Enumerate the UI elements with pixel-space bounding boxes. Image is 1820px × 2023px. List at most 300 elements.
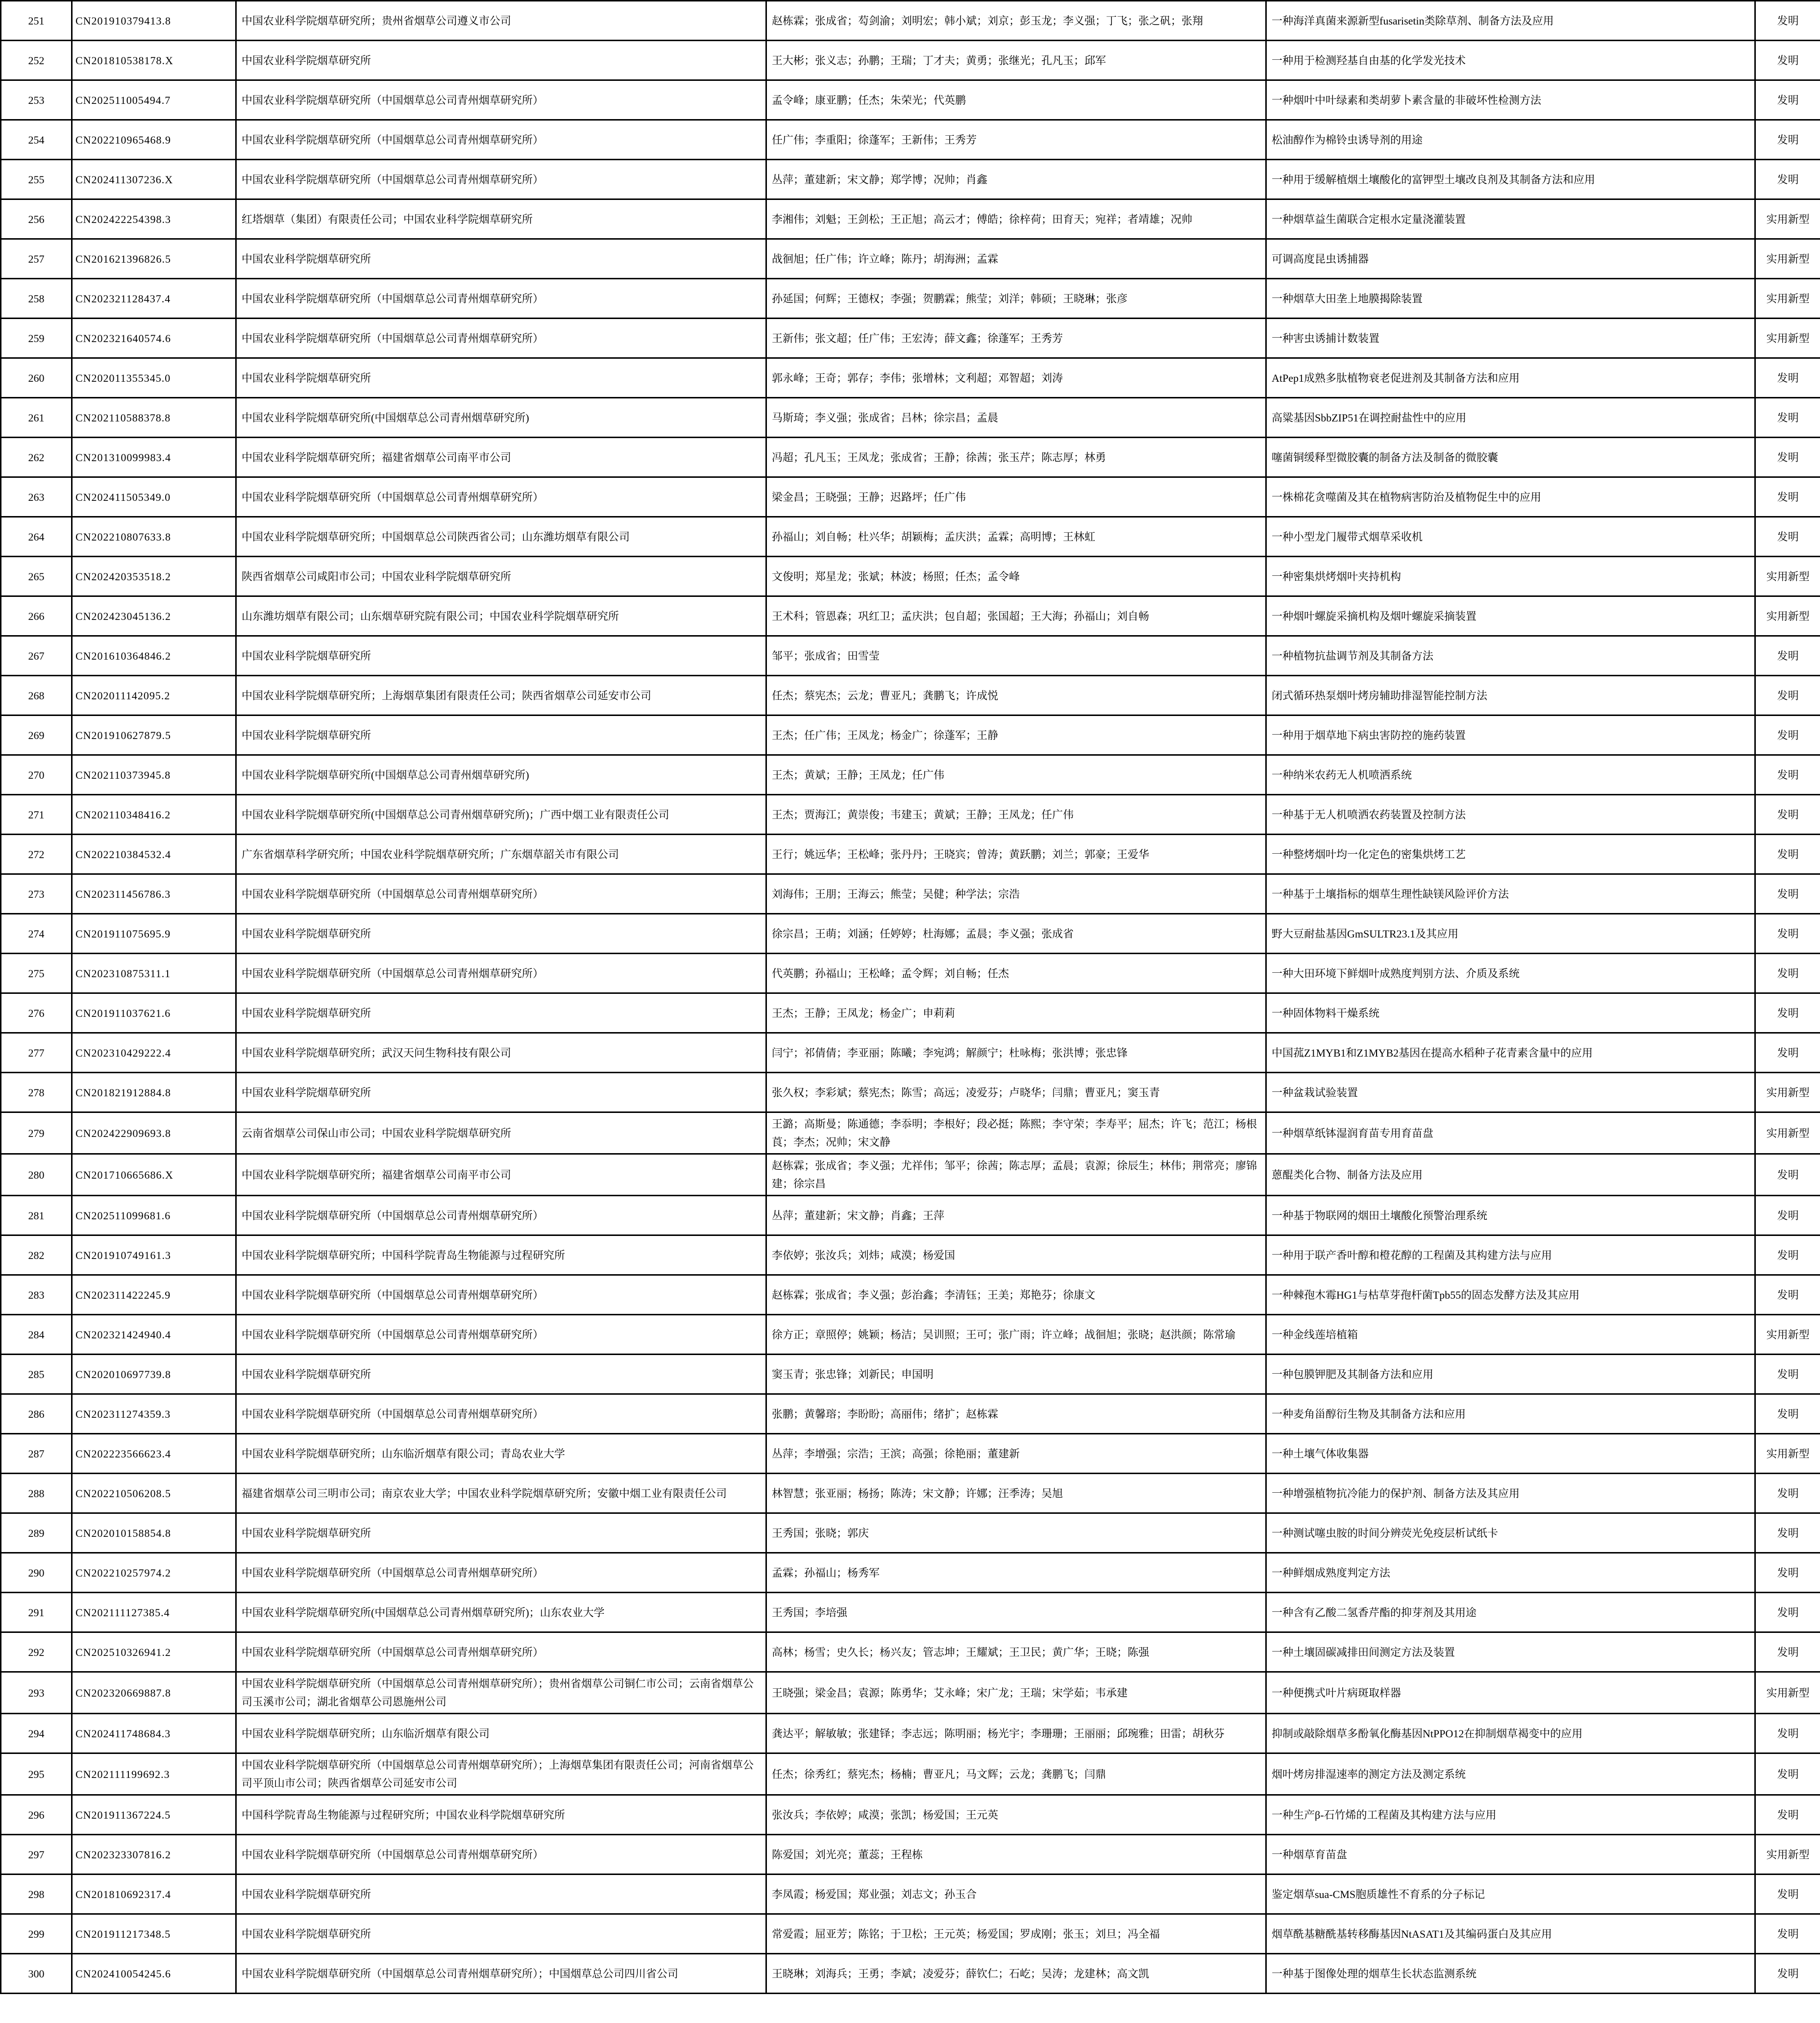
patent-number-cell: CN202310875311.1 bbox=[72, 954, 236, 993]
patent-type-cell: 发明 bbox=[1755, 1154, 1820, 1196]
row-number-cell: 255 bbox=[1, 160, 72, 199]
table-row bbox=[1, 1835, 1820, 1875]
patent-number-cell: CN202210506208.5 bbox=[72, 1474, 236, 1513]
patent-number-cell: CN202311456786.3 bbox=[72, 874, 236, 914]
inventors-cell: 任广伟；李重阳；徐蓬军；王新伟；王秀芳 bbox=[766, 120, 1266, 160]
patent-number-cell: CN202411748684.3 bbox=[72, 1714, 236, 1753]
patent-type-cell: 发明 bbox=[1755, 1513, 1820, 1553]
applicant-cell: 中国农业科学院烟草研究所 bbox=[236, 1875, 766, 1914]
applicant-cell: 中国农业科学院烟草研究所（中国烟草总公司青州烟草研究所）；贵州省烟草公司铜仁市公司；云南省烟草公司玉溪市公司；湖北省烟草公司恩施州公司 bbox=[236, 1672, 766, 1714]
patent-title-cell: 噻菌铜缓释型微胶囊的制备方法及制备的微胶囊 bbox=[1266, 438, 1755, 477]
patent-number-cell: CN202420353518.2 bbox=[72, 557, 236, 596]
patent-title-cell: 一种用于烟草地下病虫害防控的施药装置 bbox=[1266, 715, 1755, 755]
inventors-cell: 李湘伟；刘魁；王剑松；王正旭；高云才；傅皓；徐梓荷；田育天；宛祥；者靖雄；况帅 bbox=[766, 199, 1266, 239]
patent-number-cell: CN201810538178.X bbox=[72, 41, 236, 80]
applicant-cell: 中国农业科学院烟草研究所（中国烟草总公司青州烟草研究所） bbox=[236, 1315, 766, 1355]
row-number-cell: 265 bbox=[1, 557, 72, 596]
table-row bbox=[1, 1434, 1820, 1474]
patent-title-cell: 一种植物抗盐调节剂及其制备方法 bbox=[1266, 636, 1755, 676]
applicant-cell: 中国农业科学院烟草研究所；上海烟草集团有限责任公司；陕西省烟草公司延安市公司 bbox=[236, 676, 766, 715]
patent-title-cell: 一种生产β-石竹烯的工程菌及其构建方法与应用 bbox=[1266, 1795, 1755, 1835]
table-row bbox=[1, 477, 1820, 517]
applicant-cell: 中国农业科学院烟草研究所(中国烟草总公司青州烟草研究所) bbox=[236, 398, 766, 438]
inventors-cell: 丛萍；董建新；宋文静；郑学博；况帅；肖鑫 bbox=[766, 160, 1266, 199]
table-row bbox=[1, 1, 1820, 41]
patent-title-cell: 一种棘孢木霉HG1与枯草芽孢杆菌Tpb55的固态发酵方法及其应用 bbox=[1266, 1275, 1755, 1315]
patent-title-cell: 一种土壤气体收集器 bbox=[1266, 1434, 1755, 1474]
applicant-cell: 中国农业科学院烟草研究所 bbox=[236, 914, 766, 954]
patent-number-cell: CN201911367224.5 bbox=[72, 1795, 236, 1835]
patent-title-cell: 一种用于联产香叶醇和橙花醇的工程菌及其构建方法与应用 bbox=[1266, 1235, 1755, 1275]
patent-number-cell: CN202511099681.6 bbox=[72, 1196, 236, 1235]
patent-number-cell: CN201710665686.X bbox=[72, 1154, 236, 1196]
patent-title-cell: 一种烟草益生菌联合定根水定量浇灌装置 bbox=[1266, 199, 1755, 239]
patent-title-cell: 一种基于无人机喷洒农药装置及控制方法 bbox=[1266, 795, 1755, 835]
patent-title-cell: 蒽醌类化合物、制备方法及应用 bbox=[1266, 1154, 1755, 1196]
patent-type-cell: 发明 bbox=[1755, 398, 1820, 438]
applicant-cell: 山东潍坊烟草有限公司；山东烟草研究院有限公司；中国农业科学院烟草研究所 bbox=[236, 596, 766, 636]
inventors-cell: 王秀国；张晓；郭庆 bbox=[766, 1513, 1266, 1553]
patent-type-cell: 发明 bbox=[1755, 1954, 1820, 1994]
applicant-cell: 中国农业科学院烟草研究所（中国烟草总公司青州烟草研究所） bbox=[236, 279, 766, 319]
patent-title-cell: 一株棉花贪噬菌及其在植物病害防治及植物促生中的应用 bbox=[1266, 477, 1755, 517]
applicant-cell: 中国农业科学院烟草研究所（中国烟草总公司青州烟草研究所） bbox=[236, 80, 766, 120]
applicant-cell: 红塔烟草（集团）有限责任公司；中国农业科学院烟草研究所 bbox=[236, 199, 766, 239]
row-number-cell: 281 bbox=[1, 1196, 72, 1235]
inventors-cell: 赵栋霖；张成省；芶剑渝；刘明宏；韩小斌；刘京；彭玉龙；李义强；丁飞；张之矾；张翔 bbox=[766, 1, 1266, 41]
applicant-cell: 中国农业科学院烟草研究所；山东临沂烟草有限公司 bbox=[236, 1714, 766, 1753]
patent-number-cell: CN202223566623.4 bbox=[72, 1434, 236, 1474]
patent-type-cell: 发明 bbox=[1755, 1632, 1820, 1672]
table-row bbox=[1, 1795, 1820, 1835]
patent-title-cell: 一种土壤固碳减排田间测定方法及装置 bbox=[1266, 1632, 1755, 1672]
inventors-cell: 高林；杨雪；史久长；杨兴友；管志坤；王耀斌；王卫民；黄广华；王晓；陈强 bbox=[766, 1632, 1266, 1672]
applicant-cell: 中国农业科学院烟草研究所（中国烟草总公司青州烟草研究所）；中国烟草总公司四川省公司 bbox=[236, 1954, 766, 1994]
patent-number-cell: CN202110348416.2 bbox=[72, 795, 236, 835]
applicant-cell: 中国农业科学院烟草研究所(中国烟草总公司青州烟草研究所) bbox=[236, 755, 766, 795]
patent-title-cell: 一种整烤烟叶均一化定色的密集烘烤工艺 bbox=[1266, 835, 1755, 874]
inventors-cell: 孙福山；刘自畅；杜兴华；胡颖梅；孟庆洪；孟霖；高明博；王林虹 bbox=[766, 517, 1266, 557]
patent-title-cell: 一种海洋真菌来源新型fusarisetin类除草剂、制备方法及应用 bbox=[1266, 1, 1755, 41]
table-row bbox=[1, 1714, 1820, 1753]
applicant-cell: 中国农业科学院烟草研究所（中国烟草总公司青州烟草研究所） bbox=[236, 1275, 766, 1315]
table-row bbox=[1, 596, 1820, 636]
table-row bbox=[1, 993, 1820, 1033]
patent-type-cell: 发明 bbox=[1755, 676, 1820, 715]
patent-type-cell: 实用新型 bbox=[1755, 1315, 1820, 1355]
patent-type-cell: 发明 bbox=[1755, 1875, 1820, 1914]
patent-type-cell: 实用新型 bbox=[1755, 1112, 1820, 1154]
inventors-cell: 王晓琳；刘海兵；王勇；李斌；凌爱芬；薛钦仁；石屹；吴涛；龙建林；高文凯 bbox=[766, 1954, 1266, 1994]
patent-type-cell: 发明 bbox=[1755, 41, 1820, 80]
table-row bbox=[1, 914, 1820, 954]
inventors-cell: 任杰；徐秀红；蔡宪杰；杨楠；曹亚凡；马文辉；云龙；龚鹏飞；闫鼎 bbox=[766, 1753, 1266, 1795]
patent-title-cell: 烟草酰基糖酰基转移酶基因NtASAT1及其编码蛋白及其应用 bbox=[1266, 1914, 1755, 1954]
applicant-cell: 中国农业科学院烟草研究所（中国烟草总公司青州烟草研究所）；上海烟草集团有限责任公司；河南省烟草公司平顶山市公司；陕西省烟草公司延安市公司 bbox=[236, 1753, 766, 1795]
patent-title-cell: 高粱基因SbbZIP51在调控耐盐性中的应用 bbox=[1266, 398, 1755, 438]
applicant-cell: 中国农业科学院烟草研究所；贵州省烟草公司遵义市公司 bbox=[236, 1, 766, 41]
patent-type-cell: 发明 bbox=[1755, 636, 1820, 676]
patent-number-cell: CN201911217348.5 bbox=[72, 1914, 236, 1954]
inventors-cell: 王行；姚远华；王松峰；张丹丹；王晓宾；曾涛；黄跃鹏；刘兰；郭豪；王爱华 bbox=[766, 835, 1266, 874]
inventors-cell: 李依婷；张汝兵；刘炜；咸漠；杨爱国 bbox=[766, 1235, 1266, 1275]
patent-number-cell: CN201911075695.9 bbox=[72, 914, 236, 954]
patent-number-cell: CN202210965468.9 bbox=[72, 120, 236, 160]
patent-number-cell: CN202311422245.9 bbox=[72, 1275, 236, 1315]
patent-title-cell: 鉴定烟草sua-CMS胞质雄性不育系的分子标记 bbox=[1266, 1875, 1755, 1914]
inventors-cell: 王新伟；张文超；任广伟；王宏涛；薛文鑫；徐蓬军；王秀芳 bbox=[766, 319, 1266, 358]
applicant-cell: 中国农业科学院烟草研究所（中国烟草总公司青州烟草研究所） bbox=[236, 477, 766, 517]
inventors-cell: 任杰；蔡宪杰；云龙；曹亚凡；龚鹏飞；许成悦 bbox=[766, 676, 1266, 715]
patent-type-cell: 发明 bbox=[1755, 1196, 1820, 1235]
patent-title-cell: 一种基于土壤指标的烟草生理性缺镁风险评价方法 bbox=[1266, 874, 1755, 914]
row-number-cell: 291 bbox=[1, 1593, 72, 1632]
row-number-cell: 252 bbox=[1, 41, 72, 80]
row-number-cell: 284 bbox=[1, 1315, 72, 1355]
table-row bbox=[1, 160, 1820, 199]
applicant-cell: 中国农业科学院烟草研究所 bbox=[236, 1355, 766, 1394]
row-number-cell: 296 bbox=[1, 1795, 72, 1835]
row-number-cell: 285 bbox=[1, 1355, 72, 1394]
patent-type-cell: 发明 bbox=[1755, 358, 1820, 398]
table-row bbox=[1, 199, 1820, 239]
patent-number-cell: CN202011142095.2 bbox=[72, 676, 236, 715]
patent-title-cell: 一种密集烘烤烟叶夹持机构 bbox=[1266, 557, 1755, 596]
row-number-cell: 288 bbox=[1, 1474, 72, 1513]
row-number-cell: 257 bbox=[1, 239, 72, 279]
patent-type-cell: 发明 bbox=[1755, 438, 1820, 477]
patent-number-cell: CN202422909693.8 bbox=[72, 1112, 236, 1154]
inventors-cell: 孟令峰；康亚鹏；任杰；朱荣光；代英鹏 bbox=[766, 80, 1266, 120]
patent-type-cell: 发明 bbox=[1755, 1033, 1820, 1073]
row-number-cell: 293 bbox=[1, 1672, 72, 1714]
table-row bbox=[1, 715, 1820, 755]
patent-type-cell: 发明 bbox=[1755, 1795, 1820, 1835]
patent-number-cell: CN202310429222.4 bbox=[72, 1033, 236, 1073]
table-row bbox=[1, 1632, 1820, 1672]
patent-title-cell: 一种烟草育苗盘 bbox=[1266, 1835, 1755, 1875]
patent-number-cell: CN201810692317.4 bbox=[72, 1875, 236, 1914]
patent-title-cell: 一种麦角甾醇衍生物及其制备方法和应用 bbox=[1266, 1394, 1755, 1434]
patent-title-cell: AtPep1成熟多肽植物衰老促进剂及其制备方法和应用 bbox=[1266, 358, 1755, 398]
table-row bbox=[1, 557, 1820, 596]
applicant-cell: 中国农业科学院烟草研究所（中国烟草总公司青州烟草研究所） bbox=[236, 1553, 766, 1593]
row-number-cell: 267 bbox=[1, 636, 72, 676]
patent-title-cell: 一种用于检测羟基自由基的化学发光技术 bbox=[1266, 41, 1755, 80]
row-number-cell: 276 bbox=[1, 993, 72, 1033]
patent-type-cell: 实用新型 bbox=[1755, 1672, 1820, 1714]
patent-type-cell: 发明 bbox=[1755, 1474, 1820, 1513]
inventors-cell: 孟霖；孙福山；杨秀军 bbox=[766, 1553, 1266, 1593]
row-number-cell: 253 bbox=[1, 80, 72, 120]
row-number-cell: 264 bbox=[1, 517, 72, 557]
patent-type-cell: 发明 bbox=[1755, 1, 1820, 41]
table-row bbox=[1, 954, 1820, 993]
row-number-cell: 289 bbox=[1, 1513, 72, 1553]
patent-type-cell: 发明 bbox=[1755, 160, 1820, 199]
patent-title-cell: 一种固体物料干燥系统 bbox=[1266, 993, 1755, 1033]
applicant-cell: 中国农业科学院烟草研究所（中国烟草总公司青州烟草研究所） bbox=[236, 120, 766, 160]
table-row bbox=[1, 835, 1820, 874]
patent-number-cell: CN202210257974.2 bbox=[72, 1553, 236, 1593]
table-row bbox=[1, 1513, 1820, 1553]
applicant-cell: 中国农业科学院烟草研究所 bbox=[236, 41, 766, 80]
applicant-cell: 中国农业科学院烟草研究所（中国烟草总公司青州烟草研究所） bbox=[236, 1632, 766, 1672]
applicant-cell: 中国农业科学院烟草研究所(中国烟草总公司青州烟草研究所)；广西中烟工业有限责任公司 bbox=[236, 795, 766, 835]
patent-title-cell: 烟叶烤房排湿速率的测定方法及测定系统 bbox=[1266, 1753, 1755, 1795]
table-row bbox=[1, 438, 1820, 477]
applicant-cell: 陕西省烟草公司咸阳市公司；中国农业科学院烟草研究所 bbox=[236, 557, 766, 596]
patent-title-cell: 一种小型龙门履带式烟草采收机 bbox=[1266, 517, 1755, 557]
patent-title-cell: 一种含有乙酸二氢香芹酯的抑芽剂及其用途 bbox=[1266, 1593, 1755, 1632]
row-number-cell: 275 bbox=[1, 954, 72, 993]
row-number-cell: 251 bbox=[1, 1, 72, 41]
applicant-cell: 中国农业科学院烟草研究所（中国烟草总公司青州烟草研究所） bbox=[236, 954, 766, 993]
inventors-cell: 王秀国；李培强 bbox=[766, 1593, 1266, 1632]
table-row bbox=[1, 120, 1820, 160]
patent-number-cell: CN202411307236.X bbox=[72, 160, 236, 199]
inventors-cell: 王杰；黄斌；王静；王凤龙；任广伟 bbox=[766, 755, 1266, 795]
patent-title-cell: 抑制或敲除烟草多酚氧化酶基因NtPPO12在抑制烟草褐变中的应用 bbox=[1266, 1714, 1755, 1753]
applicant-cell: 中国农业科学院烟草研究所 bbox=[236, 636, 766, 676]
patent-title-cell: 一种纳米农药无人机喷洒系统 bbox=[1266, 755, 1755, 795]
row-number-cell: 297 bbox=[1, 1835, 72, 1875]
applicant-cell: 中国农业科学院烟草研究所（中国烟草总公司青州烟草研究所） bbox=[236, 1835, 766, 1875]
table-row bbox=[1, 1355, 1820, 1394]
inventors-cell: 王杰；任广伟；王凤龙；杨金广；徐蓬军；王静 bbox=[766, 715, 1266, 755]
row-number-cell: 259 bbox=[1, 319, 72, 358]
patent-type-cell: 实用新型 bbox=[1755, 1835, 1820, 1875]
patent-title-cell: 一种鲜烟成熟度判定方法 bbox=[1266, 1553, 1755, 1593]
patent-type-cell: 发明 bbox=[1755, 1235, 1820, 1275]
applicant-cell: 广东省烟草科学研究所；中国农业科学院烟草研究所；广东烟草韶关市有限公司 bbox=[236, 835, 766, 874]
patent-number-cell: CN202510326941.2 bbox=[72, 1632, 236, 1672]
patent-type-cell: 实用新型 bbox=[1755, 199, 1820, 239]
inventors-cell: 林智慧；张亚丽；杨扬；陈涛；宋文静；许娜；汪季涛；吴旭 bbox=[766, 1474, 1266, 1513]
table-row bbox=[1, 319, 1820, 358]
inventors-cell: 代英鹏；孙福山；王松峰；孟令辉；刘自畅；任杰 bbox=[766, 954, 1266, 993]
table-row bbox=[1, 1112, 1820, 1154]
patent-number-cell: CN202411505349.0 bbox=[72, 477, 236, 517]
row-number-cell: 290 bbox=[1, 1553, 72, 1593]
table-row bbox=[1, 1593, 1820, 1632]
applicant-cell: 中国农业科学院烟草研究所；福建省烟草公司南平市公司 bbox=[236, 1154, 766, 1196]
table-row bbox=[1, 80, 1820, 120]
patent-number-cell: CN201610364846.2 bbox=[72, 636, 236, 676]
patent-number-cell: CN201821912884.8 bbox=[72, 1073, 236, 1112]
inventors-cell: 王潞；高斯曼；陈通德；李忝明；李根好；段必挺；陈熙；李守荣；李寿平；屈杰；许飞；范江；杨根莨；李杰；况帅；宋文静 bbox=[766, 1112, 1266, 1154]
patent-title-cell: 野大豆耐盐基因GmSULTR23.1及其应用 bbox=[1266, 914, 1755, 954]
patent-type-cell: 发明 bbox=[1755, 1714, 1820, 1753]
applicant-cell: 云南省烟草公司保山市公司；中国农业科学院烟草研究所 bbox=[236, 1112, 766, 1154]
patent-number-cell: CN202321128437.4 bbox=[72, 279, 236, 319]
patent-type-cell: 发明 bbox=[1755, 517, 1820, 557]
row-number-cell: 271 bbox=[1, 795, 72, 835]
row-number-cell: 263 bbox=[1, 477, 72, 517]
inventors-cell: 邹平；张成省；田雪莹 bbox=[766, 636, 1266, 676]
applicant-cell: 中国农业科学院烟草研究所；中国科学院青岛生物能源与过程研究所 bbox=[236, 1235, 766, 1275]
applicant-cell: 中国农业科学院烟草研究所（中国烟草总公司青州烟草研究所） bbox=[236, 319, 766, 358]
patent-number-cell: CN201310099983.4 bbox=[72, 438, 236, 477]
table-row bbox=[1, 1154, 1820, 1196]
patent-type-cell: 发明 bbox=[1755, 715, 1820, 755]
patent-title-cell: 一种测试噻虫胺的时间分辨荧光免疫层析试纸卡 bbox=[1266, 1513, 1755, 1553]
table-row bbox=[1, 1275, 1820, 1315]
inventors-cell: 李凤霞；杨爱国；郑业强；刘志文；孙玉合 bbox=[766, 1875, 1266, 1914]
inventors-cell: 常爱霞；屈亚芳；陈铭；于卫松；王元英；杨爱国；罗成刚；张玉；刘旦；冯全福 bbox=[766, 1914, 1266, 1954]
patent-title-cell: 一种基于图像处理的烟草生长状态监测系统 bbox=[1266, 1954, 1755, 1994]
patent-number-cell: CN201910749161.3 bbox=[72, 1235, 236, 1275]
patent-type-cell: 实用新型 bbox=[1755, 319, 1820, 358]
table-row bbox=[1, 636, 1820, 676]
table-row bbox=[1, 755, 1820, 795]
row-number-cell: 254 bbox=[1, 120, 72, 160]
patent-title-cell: 一种盆栽试验装置 bbox=[1266, 1073, 1755, 1112]
patent-title-cell: 一种增强植物抗冷能力的保护剂、制备方法及其应用 bbox=[1266, 1474, 1755, 1513]
patent-type-cell: 发明 bbox=[1755, 914, 1820, 954]
patent-type-cell: 发明 bbox=[1755, 120, 1820, 160]
patent-number-cell: CN202111199692.3 bbox=[72, 1753, 236, 1795]
applicant-cell: 福建省烟草公司三明市公司；南京农业大学；中国农业科学院烟草研究所；安徽中烟工业有限责任公司 bbox=[236, 1474, 766, 1513]
row-number-cell: 282 bbox=[1, 1235, 72, 1275]
table-row bbox=[1, 1672, 1820, 1714]
row-number-cell: 269 bbox=[1, 715, 72, 755]
row-number-cell: 277 bbox=[1, 1033, 72, 1073]
applicant-cell: 中国农业科学院烟草研究所；武汉天问生物科技有限公司 bbox=[236, 1033, 766, 1073]
patent-number-cell: CN202311274359.3 bbox=[72, 1394, 236, 1434]
row-number-cell: 280 bbox=[1, 1154, 72, 1196]
row-number-cell: 278 bbox=[1, 1073, 72, 1112]
patent-number-cell: CN202511005494.7 bbox=[72, 80, 236, 120]
row-number-cell: 261 bbox=[1, 398, 72, 438]
patent-number-cell: CN202110588378.8 bbox=[72, 398, 236, 438]
table-row bbox=[1, 358, 1820, 398]
patent-number-cell: CN202422254398.3 bbox=[72, 199, 236, 239]
row-number-cell: 286 bbox=[1, 1394, 72, 1434]
patent-number-cell: CN202423045136.2 bbox=[72, 596, 236, 636]
row-number-cell: 262 bbox=[1, 438, 72, 477]
patent-number-cell: CN202210807633.8 bbox=[72, 517, 236, 557]
table-row bbox=[1, 279, 1820, 319]
table-row bbox=[1, 1954, 1820, 1994]
patent-type-cell: 发明 bbox=[1755, 1593, 1820, 1632]
patent-type-cell: 发明 bbox=[1755, 477, 1820, 517]
table-row bbox=[1, 517, 1820, 557]
table-row bbox=[1, 398, 1820, 438]
applicant-cell: 中国农业科学院烟草研究所 bbox=[236, 239, 766, 279]
patent-number-cell: CN201910627879.5 bbox=[72, 715, 236, 755]
patent-title-cell: 闭式循环热泵烟叶烤房辅助排湿智能控制方法 bbox=[1266, 676, 1755, 715]
inventors-cell: 陈爱国；刘光亮；董蕊；王程栋 bbox=[766, 1835, 1266, 1875]
inventors-cell: 马斯琦；李义强；张成省；吕林；徐宗昌；孟晨 bbox=[766, 398, 1266, 438]
inventors-cell: 闫宁；祁倩倩；李亚丽；陈曦；李宛鸿；解颜宁；杜咏梅；张洪博；张忠锋 bbox=[766, 1033, 1266, 1073]
row-number-cell: 260 bbox=[1, 358, 72, 398]
patent-title-cell: 一种烟叶中叶绿素和类胡萝卜素含量的非破坏性检测方法 bbox=[1266, 80, 1755, 120]
inventors-cell: 王杰；王静；王凤龙；杨金广；申莉莉 bbox=[766, 993, 1266, 1033]
row-number-cell: 295 bbox=[1, 1753, 72, 1795]
row-number-cell: 283 bbox=[1, 1275, 72, 1315]
patent-number-cell: CN202321640574.6 bbox=[72, 319, 236, 358]
inventors-cell: 刘海伟；王朋；王海云；熊莹；吴健；种学法；宗浩 bbox=[766, 874, 1266, 914]
patent-table-body bbox=[1, 1, 1820, 1994]
table-row bbox=[1, 1235, 1820, 1275]
inventors-cell: 王杰；贾海江；黄崇俊；韦建玉；黄斌；王静；王凤龙；任广伟 bbox=[766, 795, 1266, 835]
patent-number-cell: CN202011355345.0 bbox=[72, 358, 236, 398]
patent-number-cell: CN202010697739.8 bbox=[72, 1355, 236, 1394]
inventors-cell: 窦玉青；张忠锋；刘新民；申国明 bbox=[766, 1355, 1266, 1394]
inventors-cell: 徐宗昌；王萌；刘涵；任婷婷；杜海娜；孟晨；李义强；张成省 bbox=[766, 914, 1266, 954]
patent-type-cell: 发明 bbox=[1755, 755, 1820, 795]
applicant-cell: 中国农业科学院烟草研究所 bbox=[236, 715, 766, 755]
row-number-cell: 266 bbox=[1, 596, 72, 636]
patent-number-cell: CN201621396826.5 bbox=[72, 239, 236, 279]
table-row bbox=[1, 1553, 1820, 1593]
table-row bbox=[1, 1753, 1820, 1795]
patent-number-cell: CN202110373945.8 bbox=[72, 755, 236, 795]
inventors-cell: 龚达平；解敏敏；张建铎；李志远；陈明丽；杨光宇；李珊珊；王丽丽；邱琬雅；田雷；胡秋芬 bbox=[766, 1714, 1266, 1753]
table-row bbox=[1, 676, 1820, 715]
row-number-cell: 299 bbox=[1, 1914, 72, 1954]
inventors-cell: 丛萍；董建新；宋文静；肖鑫；王萍 bbox=[766, 1196, 1266, 1235]
patent-type-cell: 发明 bbox=[1755, 80, 1820, 120]
inventors-cell: 王晓强；梁金昌；袁源；陈勇华；艾永峰；宋广龙；王瑞；宋学茹；韦承建 bbox=[766, 1672, 1266, 1714]
inventors-cell: 徐方正；章照停；姚颖；杨洁；吴训照；王可；张广雨；许立峰；战徊旭；张晓；赵洪颜；陈常瑜 bbox=[766, 1315, 1266, 1355]
patent-type-cell: 实用新型 bbox=[1755, 557, 1820, 596]
table-row bbox=[1, 795, 1820, 835]
patent-type-cell: 发明 bbox=[1755, 954, 1820, 993]
patent-number-cell: CN202323307816.2 bbox=[72, 1835, 236, 1875]
patent-title-cell: 一种大田环境下鲜烟叶成熟度判别方法、介质及系统 bbox=[1266, 954, 1755, 993]
table-row bbox=[1, 1394, 1820, 1434]
patent-title-cell: 一种烟草大田垄上地膜揭除装置 bbox=[1266, 279, 1755, 319]
row-number-cell: 273 bbox=[1, 874, 72, 914]
row-number-cell: 279 bbox=[1, 1112, 72, 1154]
row-number-cell: 294 bbox=[1, 1714, 72, 1753]
table-row bbox=[1, 1073, 1820, 1112]
patent-type-cell: 发明 bbox=[1755, 1914, 1820, 1954]
inventors-cell: 战徊旭；任广伟；许立峰；陈丹；胡海洲；孟霖 bbox=[766, 239, 1266, 279]
patent-type-cell: 发明 bbox=[1755, 1753, 1820, 1795]
row-number-cell: 274 bbox=[1, 914, 72, 954]
patent-title-cell: 可调高度昆虫诱捕器 bbox=[1266, 239, 1755, 279]
patent-number-cell: CN202210384532.4 bbox=[72, 835, 236, 874]
table-row bbox=[1, 1474, 1820, 1513]
applicant-cell: 中国农业科学院烟草研究所；福建省烟草公司南平市公司 bbox=[236, 438, 766, 477]
applicant-cell: 中国农业科学院烟草研究所；中国烟草总公司陕西省公司；山东潍坊烟草有限公司 bbox=[236, 517, 766, 557]
applicant-cell: 中国农业科学院烟草研究所（中国烟草总公司青州烟草研究所） bbox=[236, 160, 766, 199]
inventors-cell: 郭永峰；王奇；郭存；李伟；张增林；文利超；邓智超；刘涛 bbox=[766, 358, 1266, 398]
patent-type-cell: 实用新型 bbox=[1755, 239, 1820, 279]
inventors-cell: 文俊明；郑星龙；张斌；林波；杨照；任杰；孟令峰 bbox=[766, 557, 1266, 596]
inventors-cell: 赵栋霖；张成省；李义强；尤祥伟；邹平；徐茜；陈志厚；孟晨；袁源；徐辰生；林伟；荆常亮；廖锦建；徐宗昌 bbox=[766, 1154, 1266, 1196]
applicant-cell: 中国农业科学院烟草研究所 bbox=[236, 358, 766, 398]
applicant-cell: 中国农业科学院烟草研究所（中国烟草总公司青州烟草研究所） bbox=[236, 1394, 766, 1434]
patent-title-cell: 一种金线莲培植箱 bbox=[1266, 1315, 1755, 1355]
patent-title-cell: 中国菰Z1MYB1和Z1MYB2基因在提高水稻种子花青素含量中的应用 bbox=[1266, 1033, 1755, 1073]
patent-title-cell: 一种烟叶螺旋采摘机构及烟叶螺旋采摘装置 bbox=[1266, 596, 1755, 636]
row-number-cell: 268 bbox=[1, 676, 72, 715]
patent-number-cell: CN202320669887.8 bbox=[72, 1672, 236, 1714]
table-row bbox=[1, 41, 1820, 80]
table-row bbox=[1, 1033, 1820, 1073]
row-number-cell: 258 bbox=[1, 279, 72, 319]
inventors-cell: 张汝兵；李依婷；咸漠；张凯；杨爱国；王元英 bbox=[766, 1795, 1266, 1835]
patent-title-cell: 一种便携式叶片病斑取样器 bbox=[1266, 1672, 1755, 1714]
table-row bbox=[1, 1875, 1820, 1914]
inventors-cell: 王大彬；张义志；孙鹏；王瑞；丁才夫；黄勇；张继光；孔凡玉；邱军 bbox=[766, 41, 1266, 80]
patent-title-cell: 一种烟草纸钵湿润育苗专用育苗盘 bbox=[1266, 1112, 1755, 1154]
patent-title-cell: 松油醇作为棉铃虫诱导剂的用途 bbox=[1266, 120, 1755, 160]
